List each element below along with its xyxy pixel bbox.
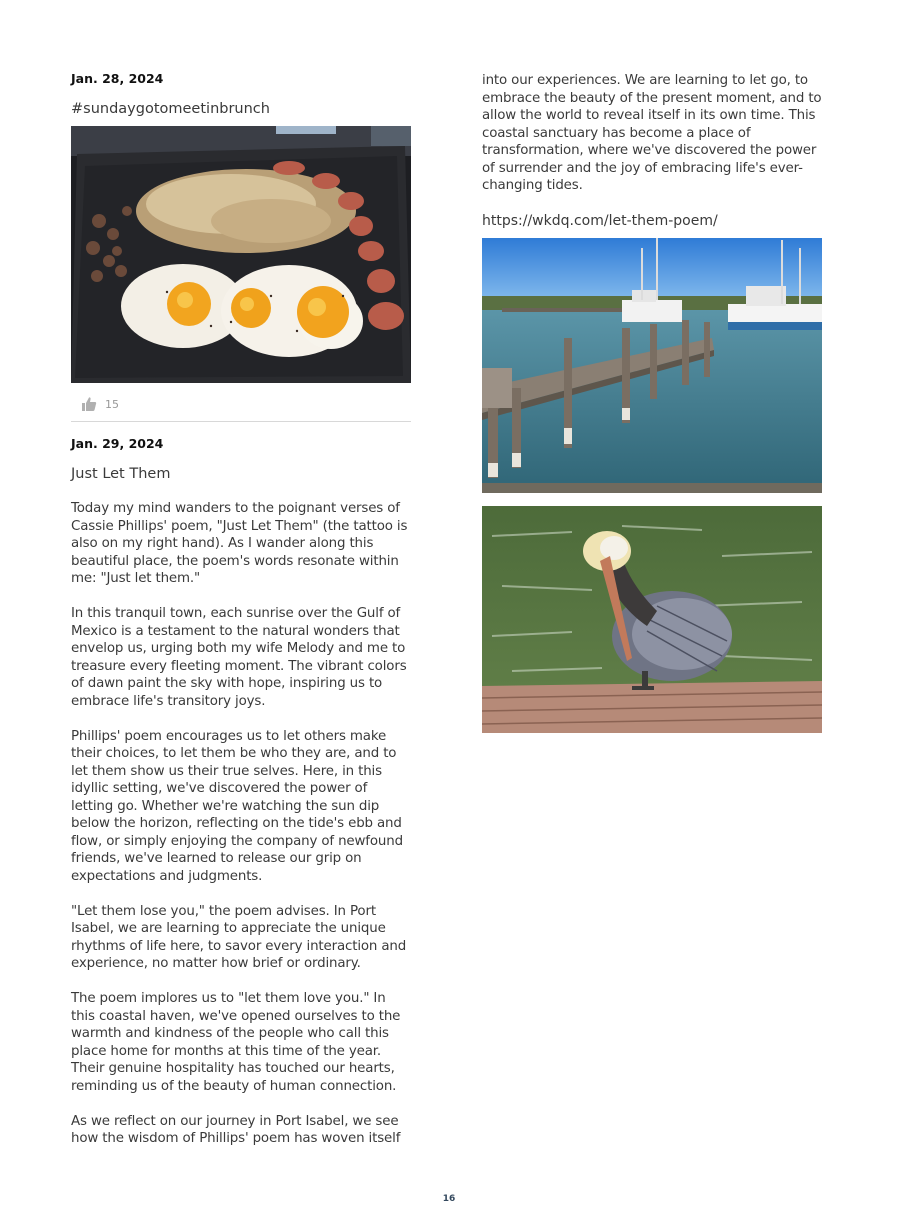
post-title: #sundaygotomeetinbrunch [71,101,270,117]
page-number: 16 [442,1194,456,1204]
body-paragraph: "Let them lose you," the poem advises. In Port Isabel, we are learning to appreciate the unique rhythms of life here, to savor every interaction and experience, no matter how brief or ordinary. [71,903,407,971]
like-bar [71,383,411,422]
post-title: Just Let Them [71,466,171,482]
left-column [71,70,411,1148]
body-paragraph: In this tranquil town, each sunrise over the Gulf of Mexico is a testament to the natural wonders that envelop us, urging both my wife Melody and me to treasure every fleeting moment. The vibrant colors of dawn paint the sky with hope, inspiring us to embrace life's transitory joys. [71,606,407,709]
right-column [482,70,822,733]
pelican-photo [482,506,822,733]
body-paragraph-continued: into our experiences. We are learning to let go, to embrace the beauty of the present moment, and to allow the world to reveal itself in its own time. This coastal sanctuary has become a place of transformation, where we've discovered the power of surrender and the joy of embracing life's ever-changing tides. [482,73,822,193]
body-paragraph: Today my mind wanders to the poignant verses of Cassie Phillips' poem, "Just Let Them" (the tattoo is also on my right hand). As I wander along this beautiful place, the poem's words resonate within me: "Just let them." [71,501,408,586]
brunch-photo [71,126,411,383]
body-paragraph: As we reflect on our journey in Port Isabel, we see how the wisdom of Phillips' poem has woven itself [71,1113,401,1146]
body-paragraph: Phillips' poem encourages us to let others make their choices, to let them be who they are, and to let them show us their true selves. Here, in this idyllic setting, we've discovered the power of letting go. Whether we're watching the sun dip below the horizon, reflecting on the tide's ebb and flow, or simply enjoying the company of newfound friends, we've learned to release our grip on expectations and judgments. [71,728,403,884]
body-paragraph: The poem implores us to "let them love you." In this coastal haven, we've opened ourselves to the warmth and kindness of the people who call this place home for months at this time of the year. Their genuine hospitality has touched our hearts, reminding us of the beauty of human connection. [71,991,401,1094]
post-date: Jan. 28, 2024 [71,71,164,86]
source-link[interactable]: https://wkdq.com/let-them-poem/ [482,213,718,229]
like-count: 15 [105,398,119,411]
harbor-photo [482,238,822,493]
thumbs-up-icon[interactable] [81,396,97,412]
post-date: Jan. 29, 2024 [71,436,164,451]
